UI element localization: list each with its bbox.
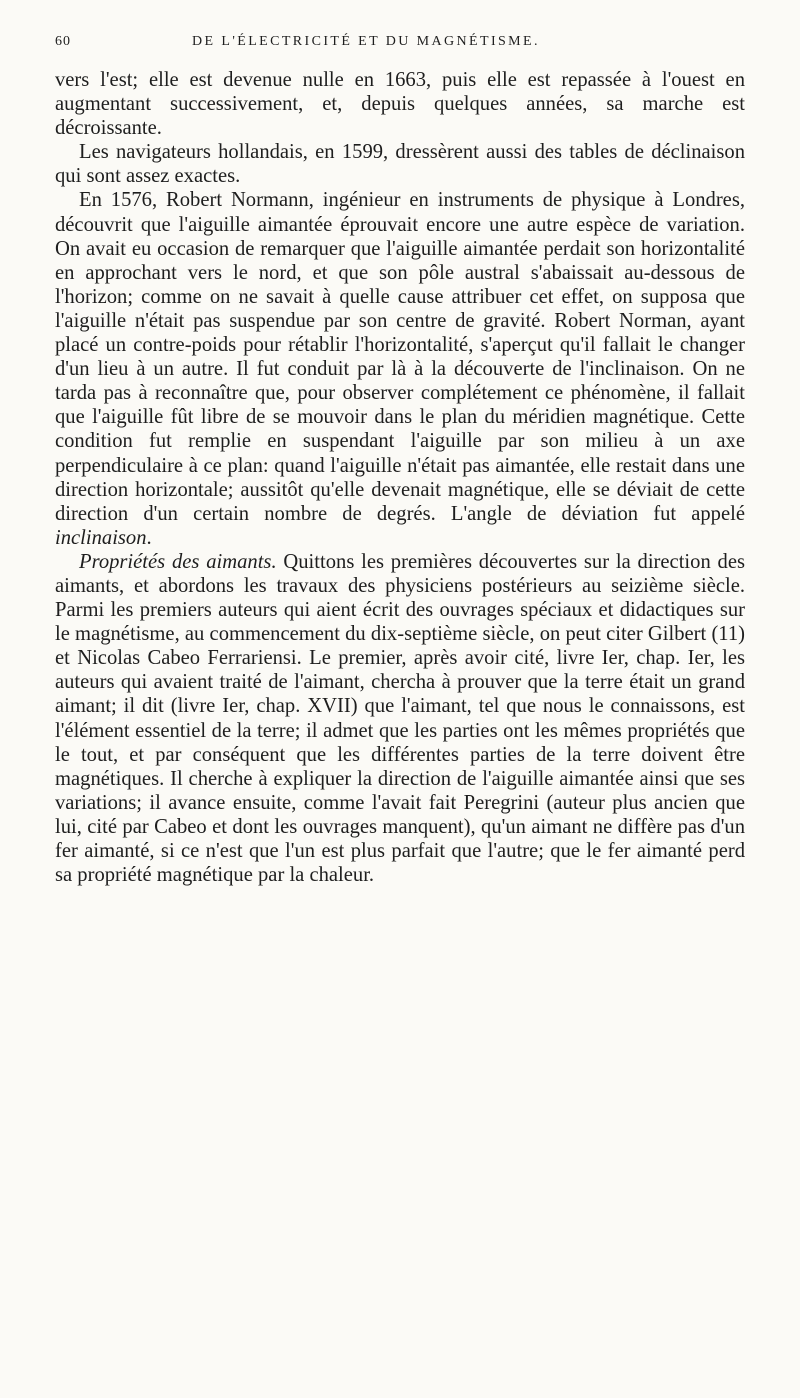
page-number: 60 [55, 34, 71, 49]
body-text [55, 68, 745, 887]
section-lead-heading: Propriétés des aimants. [79, 550, 277, 573]
paragraph-inclination [55, 188, 745, 549]
inclination-term: inclinaison [55, 526, 147, 549]
inclination-tail: . [146, 526, 152, 549]
magnet-properties-text: Quittons les premières découvertes sur la direction des aimants, et abordons les travaux des physiciens postérieurs au seizième siècle. Parmi les premiers auteurs qui aient écrit des ouvrages spéciaux et didactiques sur le magnétisme, au commencement du dix-septième siècle, on peut citer Gilbert (11) et Nicolas Cabeo Ferrariensi. Le premier, après avoir cité, livre Ier, chap. Ier, les auteurs qui avaient traité de l'aimant, chercha à prouver que la terre était un grand aimant; il dit (livre Ier, chap. XVII) que l'aimant, tel que nous le connaissons, est l'élément essentiel de la terre; il admet que les parties ont les mêmes propriétés que le tout, et par conséquent que les différentes parties de la terre doivent être magnétiques. Il cherche à expliquer la direction de l'aiguille aimantée ainsi que ses variations; il avance ensuite, comme l'avait fait Peregrini (auteur plus ancien que lui, cité par Cabeo et dont les ouvrages manquent), qu'un aimant ne diffère pas d'un fer aimanté, si ce n'est que l'un est plus parfait que l'autre; que le fer aimanté perd sa propriété magnétique par la chaleur. [55, 550, 745, 887]
inclination-text: En 1576, Robert Normann, ingénieur en instruments de physique à Londres, découvrit que l'aiguille aimantée éprouvait encore une autre espèce de variation. On avait eu occasion de remarquer que l'aiguille aimantée perdait son horizontalité en approchant vers le nord, et que son pôle austral s'abaissait au-dessous de l'horizon; comme on ne savait à quelle cause attribuer cet effet, on supposa que l'aiguille n'était pas suspendue par son centre de gravité. Robert Norman, ayant placé un contre-poids pour rétablir l'horizontalité, s'aperçut qu'il fallait le changer d'un lieu à un autre. Il fut conduit par là à la découverte de l'inclinaison. On ne tarda pas à reconnaître que, pour observer complétement ce phénomène, il fallait que l'aiguille fût libre de se mouvoir dans le plan du méridien magnétique. Cette condition fut remplie en suspendant l'aiguille par son milieu à un axe perpendiculaire à ce plan: quand l'aiguille n'était pas aimantée, elle restait dans une direction horizontale; aussitôt qu'elle devenait magnétique, elle se déviait de cette direction d'un certain nombre de degrés. L'angle de déviation fut appelé [55, 189, 745, 525]
paragraph-continuation: vers l'est; elle est devenue nulle en 1663, puis elle est repassée à l'ouest en augmentant successivement, et, depuis quelques années, sa marche est décroissante. [55, 69, 745, 140]
paragraph-magnet-properties [55, 550, 745, 887]
running-header [55, 34, 745, 56]
running-title: DE L'ÉLECTRICITÉ ET DU MAGNÉTISME. [192, 34, 540, 49]
paragraph-dutch-navigators: Les navigateurs hollandais, en 1599, dressèrent aussi des tables de déclinaison qui sont assez exactes. [55, 141, 745, 188]
